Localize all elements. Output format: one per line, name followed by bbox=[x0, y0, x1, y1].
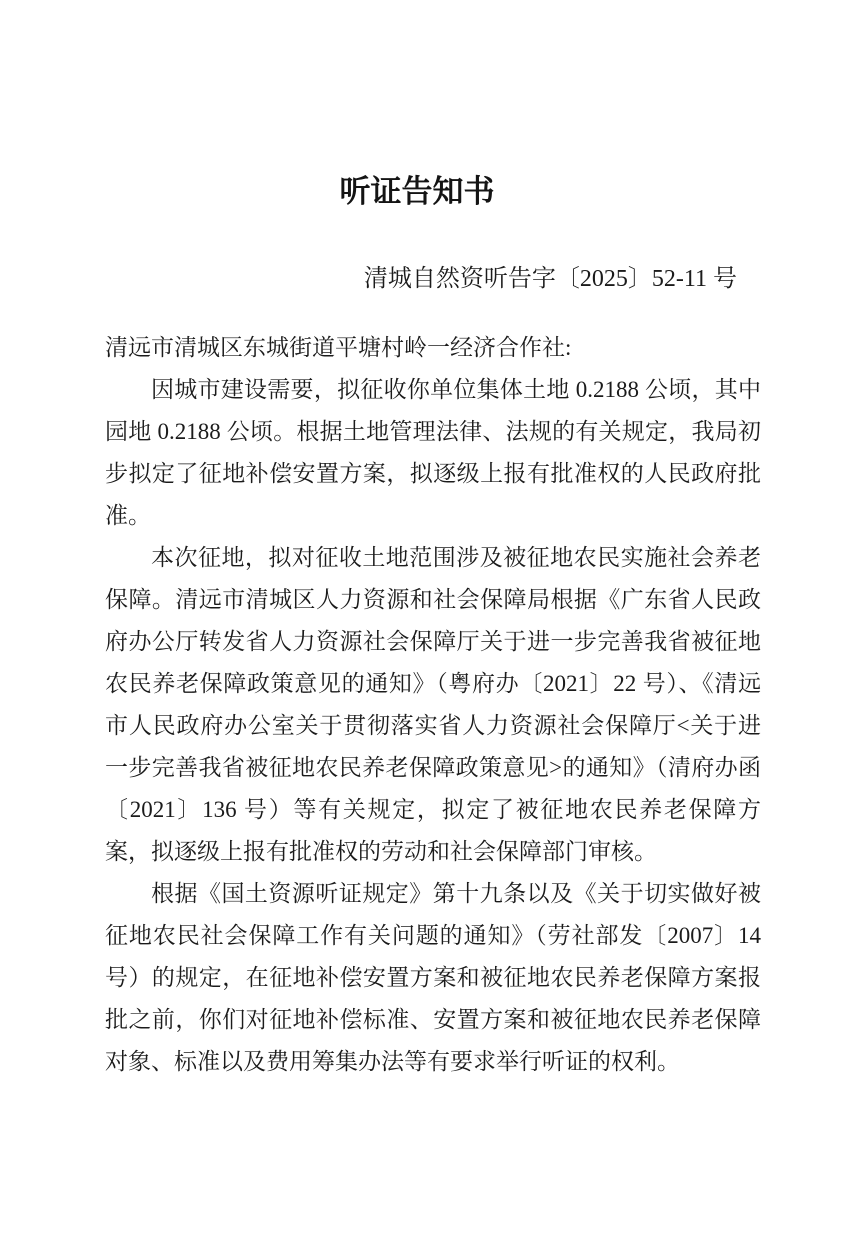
addressee-line: 清远市清城区东城街道平塘村岭一经济合作社: bbox=[105, 335, 572, 360]
document-number: 清城自然资听告字〔2025〕52-11 号 bbox=[363, 266, 737, 292]
paragraph-hearing-rights: 根据《国土资源听证规定》第十九条以及《关于切实做好被征地农民社会保障工作有关问题的通知》（劳社部发〔2007〕14 号）的规定，在征地补偿安置方案和被征地农民养老保障方案报批之前，你们对征地补偿标准、安置方案和被征地农民养老保障对象、标准以及费用筹集办法等有要求举行听证的权利。 bbox=[105, 881, 761, 1074]
document-title: 听证告知书 bbox=[339, 174, 495, 209]
paragraph-land-acquisition: 因城市建设需要，拟征收你单位集体土地 0.2188 公顷，其中园地 0.2188 公顷。根据土地管理法律、法规的有关规定，我局初步拟定了征地补偿安置方案，拟逐级上报有批准权的人民政府批准。 bbox=[105, 377, 761, 528]
paragraph-social-security-plan: 本次征地，拟对征收土地范围涉及被征地农民实施社会养老保障。清远市清城区人力资源和社会保障局根据《广东省人民政府办公厅转发省人力资源社会保障厅关于进一步完善我省被征地农民养老保障政策意见的通知》（粤府办〔2021〕22 号）、《清远市人民政府办公室关于贯彻落实省人力资源社会保障厅<关于进一步完善我省被征地农民养老保障政策意见>的通知》（清府办函〔2021〕136 号）等有关规定，拟定了被征地农民养老保障方案，拟逐级上报有批准权的劳动和社会保障部门审核。 bbox=[105, 545, 761, 864]
document-body bbox=[105, 327, 761, 1083]
